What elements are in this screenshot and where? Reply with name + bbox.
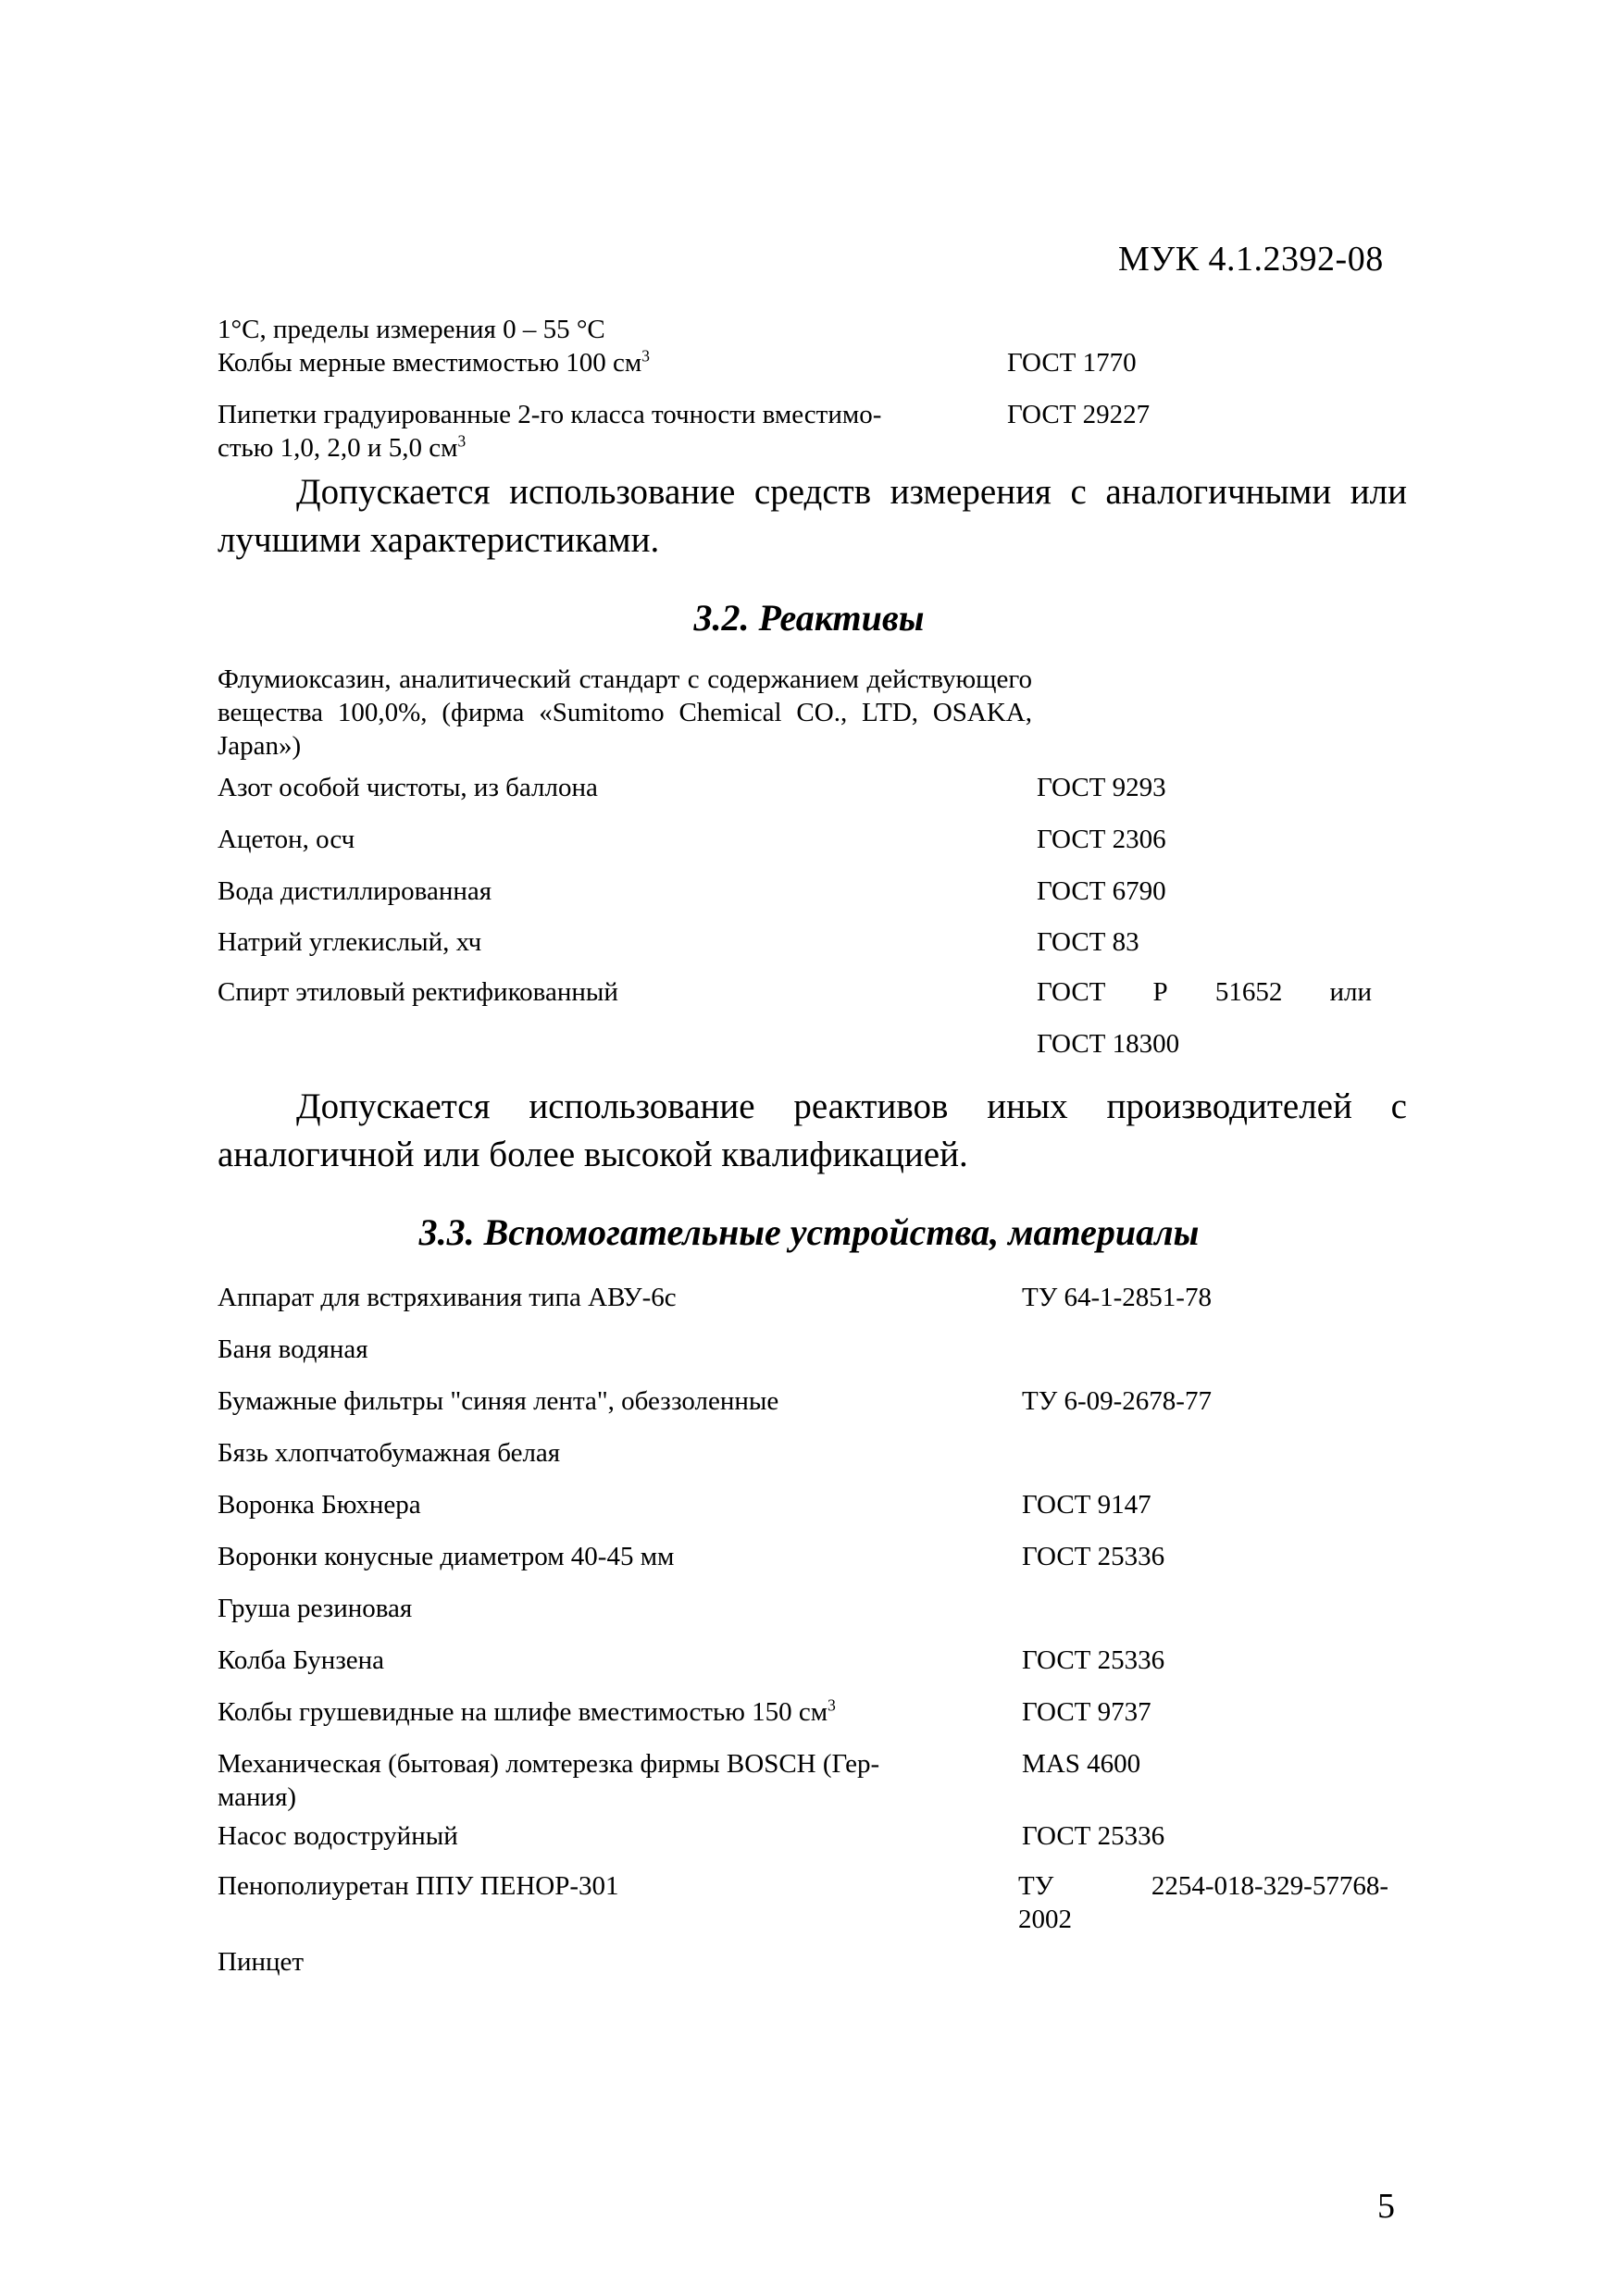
item-std: MAS 4600	[1022, 1749, 1141, 1779]
item-std: ГОСТ 9737	[1022, 1697, 1151, 1727]
section-heading-reagents: 3.2. Реактивы	[693, 597, 925, 639]
item-name: Бязь хлопчатобумажная белая	[218, 1438, 561, 1468]
item-name: Воронки конусные диаметром 40-45 мм	[218, 1542, 675, 1571]
item-name: Колба Бунзена	[218, 1645, 385, 1675]
document-code: МУК 4.1.2392-08	[1118, 240, 1384, 279]
item-flasks	[218, 346, 650, 379]
item-pipettes	[218, 398, 881, 465]
item-pear-flasks: Колбы грушевидные на шлифе вместимостью 150 $см^3$	[218, 1695, 836, 1727]
item-std: ГОСТ 2306	[1037, 825, 1166, 854]
item-std: ТУ 6-09-2678-77	[1022, 1386, 1212, 1416]
item-name: Аппарат для встряхивания типа АВУ-6с	[218, 1283, 677, 1312]
item-alcohol-std-alt: ГОСТ 18300	[1037, 1029, 1180, 1059]
page-number: 5	[1377, 2187, 1395, 2226]
superscript: 3	[457, 431, 467, 451]
item-name: Колбы мерные вместимостью 100 см	[218, 348, 642, 378]
item-name: Воронка Бюхнера	[218, 1490, 421, 1520]
item-name: Ацетон, осч	[218, 825, 355, 854]
item-flasks-std: ГОСТ 1770	[1007, 348, 1137, 378]
item-name: Пинцет	[218, 1947, 305, 1977]
item-pipettes-std: ГОСТ 29227	[1007, 400, 1151, 429]
item-foam-std: ТУ 2254-018-329-57768- 2002	[1018, 1871, 1388, 1934]
item-name: Натрий углекислый, хч	[218, 927, 482, 957]
equipment-note: Допускается использование средств измерения с аналогичными или лучшими характеристиками.	[218, 472, 1407, 560]
reagents-note: Допускается использование реактивов иных производителей с аналогичной или более высокой квалификацией.	[218, 1086, 1407, 1174]
item-std: ГОСТ 25336	[1022, 1542, 1165, 1571]
item-std: ГОСТ 83	[1037, 927, 1139, 957]
superscript: 3	[828, 1695, 836, 1715]
item-name: Азот особой чистоты, из баллона	[218, 773, 598, 802]
item-std: ГОСТ 9147	[1022, 1490, 1151, 1520]
item-name: Пенополиуретан ППУ ПЕНОР-301	[218, 1871, 619, 1901]
item-grinder: Механическая (бытовая) ломтерезка фирмы BOSCH (Гер- мания)	[218, 1749, 880, 1812]
item-std: ГОСТ 25336	[1022, 1821, 1165, 1851]
item-name-line1: Пипетки градуированные 2-го класса точности вместимо-	[218, 400, 882, 429]
item-std: ГОСТ 9293	[1037, 773, 1166, 802]
item-std: ГОСТ 6790	[1037, 876, 1166, 906]
item-name: Груша резиновая	[218, 1594, 413, 1623]
item-std: ТУ 64-1-2851-78	[1022, 1283, 1212, 1312]
thermometer-range: 1°C, пределы измерения 0 – 55 °C	[218, 315, 605, 344]
item-name: Вода дистиллированная	[218, 876, 492, 906]
item-name: Насос водоструйный	[218, 1821, 458, 1851]
item-flumioxazin: Флумиоксазин, аналитический стандарт с содержанием действующего вещества 100,0%, (фирма «Sumitomo Chemical CO., LTD, OSAKA, Japan»)	[218, 664, 1032, 761]
item-alcohol-std: ГОСТ Р 51652 или	[1037, 977, 1372, 1007]
superscript: 3	[641, 346, 650, 366]
item-name-line2: стью 1,0, 2,0 и 5,0 $см^3$	[218, 431, 467, 463]
item-name: Бумажные фильтры "синяя лента", обеззоленные	[218, 1386, 779, 1416]
item-name: Баня водяная	[218, 1334, 368, 1364]
item-std: ГОСТ 25336	[1022, 1645, 1165, 1675]
item-alcohol-name: Спирт этиловый ректификованный	[218, 977, 618, 1007]
section-heading-auxiliary: 3.3. Вспомогательные устройства, материалы	[418, 1211, 1200, 1253]
